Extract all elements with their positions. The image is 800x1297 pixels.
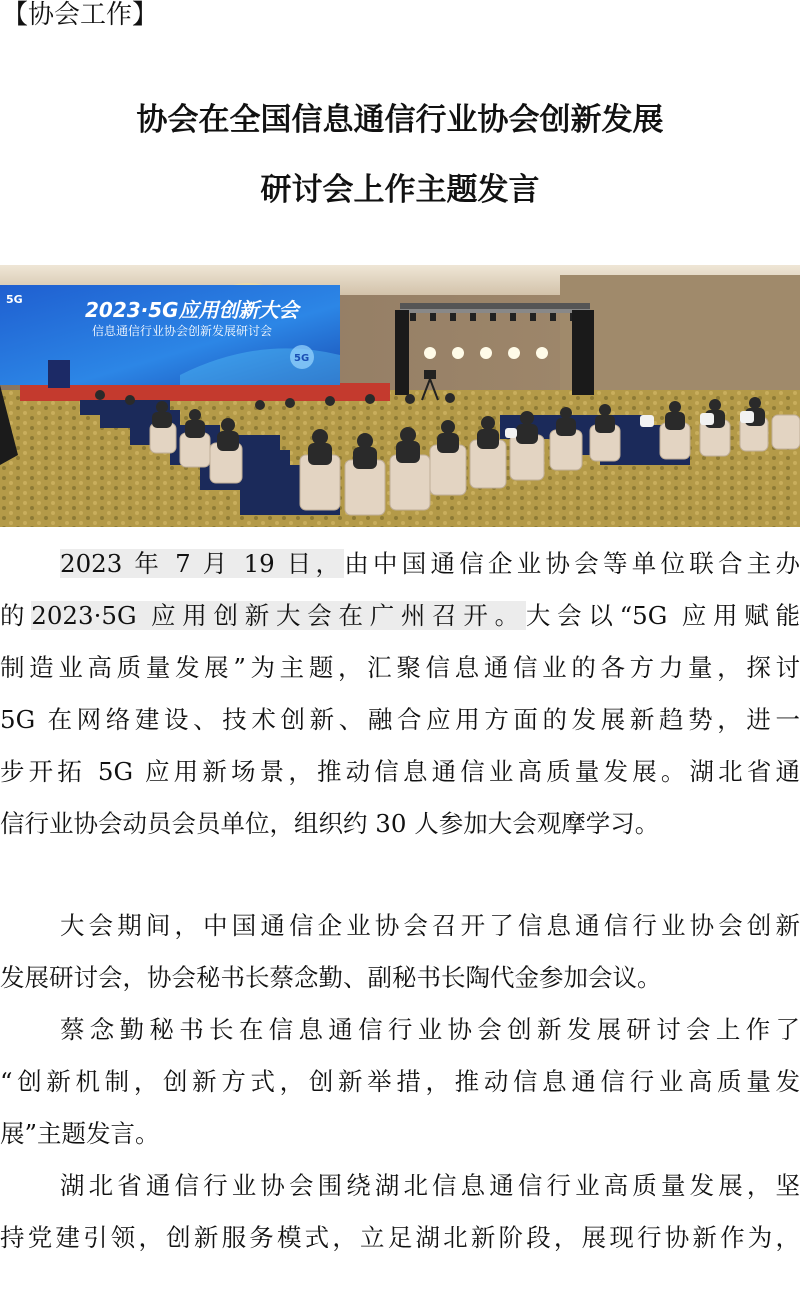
p2-line-2: 发展研讨会，协会秘书长蔡念勤、副秘书长陶代金参加会议。 xyxy=(0,963,662,992)
p3-line-2: “创新机制，创新方式，创新举措，推动信息通信行业高质量发 xyxy=(0,1067,800,1096)
p2-line-1: 大会期间，中国通信企业协会召开了信息通信行业协会创新 xyxy=(60,911,800,940)
p1-line-4: 5G 在网络建设、技术创新、融合应用方面的发展新趋势，进一 xyxy=(0,705,800,734)
p1-line-2: 的2023·5G 应用创新大会在广州召开。大会以“5G 应用赋能 xyxy=(0,601,800,630)
paragraph-4 xyxy=(0,1160,800,1264)
p1-line-6: 信行业协会动员会员单位，组织约 30 人参加大会观摩学习。 xyxy=(0,809,660,838)
article-title-line-2: 研讨会上作主题发言 xyxy=(260,172,540,208)
p1-line-5: 步开拓 5G 应用新场景，推动信息通信业高质量发展。湖北省通 xyxy=(0,757,800,786)
screen-title: 2023·5G应用创新大会 xyxy=(85,298,299,322)
p1-line-1: 2023 年 7 月 19 日，由中国通信企业协会等单位联合主办 xyxy=(60,549,800,578)
category-label: 【协会工作】 xyxy=(2,0,159,30)
screen-logo: 5G xyxy=(6,293,23,306)
screen-badge: 5G xyxy=(294,353,310,364)
paragraph-1 xyxy=(0,538,800,850)
p3-line-1: 蔡念勤秘书长在信息通信行业协会创新发展研讨会上作了 xyxy=(60,1015,800,1044)
date-highlight: 2023 年 7 月 19 日， xyxy=(60,549,345,578)
p4-line-1: 湖北省通信行业协会围绕湖北信息通信行业高质量发展，坚 xyxy=(60,1171,800,1200)
p4-line-2: 持党建引领，创新服务模式，立足湖北新阶段，展现行协新作为， xyxy=(0,1223,800,1252)
p1-line-3: 制造业高质量发展”为主题，汇聚信息通信业的各方力量，探讨 xyxy=(0,653,800,682)
event-highlight: 2023·5G 应用创新大会在广州召开。 xyxy=(31,601,526,630)
conference-photo xyxy=(0,265,800,527)
paragraph-3 xyxy=(0,1004,800,1160)
screen-subtitle: 信息通信行业协会创新发展研讨会 xyxy=(92,324,273,338)
paragraph-2 xyxy=(0,900,800,1004)
p3-line-3: 展”主题发言。 xyxy=(0,1119,160,1148)
article-title-line-1: 协会在全国信息通信行业协会创新发展 xyxy=(136,102,664,138)
